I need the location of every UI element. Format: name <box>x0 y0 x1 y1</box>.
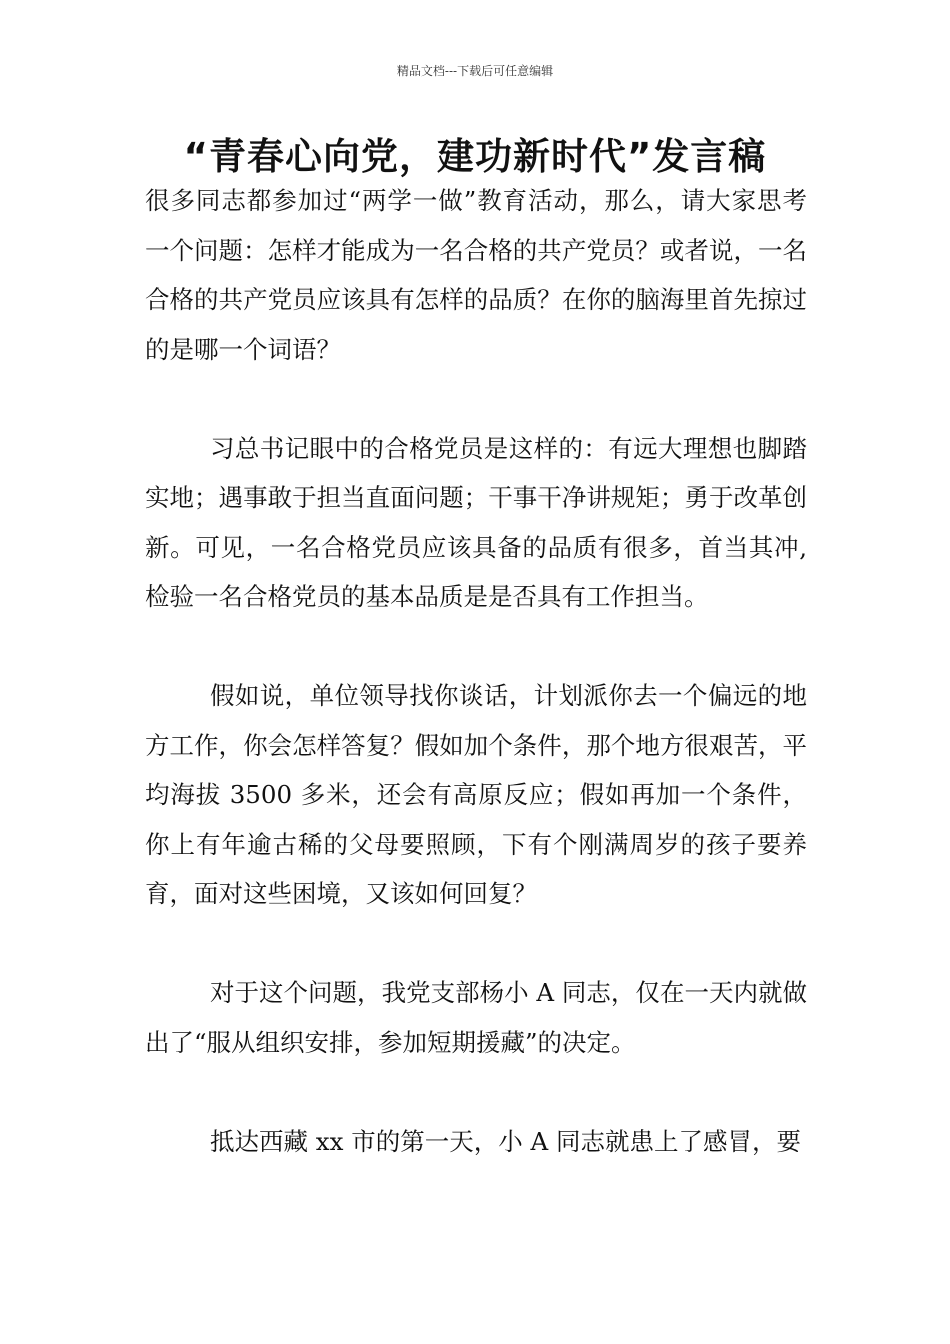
paragraph-1: 很多同志都参加过“两学一做”教育活动，那么，请大家思考一个问题：怎样才能成为一名合格的共产党员？或者说，一名合格的共产党员应该具有怎样的品质？在你的脑海里首先掠过的是哪一个词语？ <box>145 186 807 364</box>
header-note: 精品文档---下载后可任意编辑 <box>396 64 554 78</box>
paragraph-2: 习总书记眼中的合格党员是这样的：有远大理想也脚踏实地；遇事敢于担当直面问题；干事干净讲规矩；勇于改革创新。可见，一名合格党员应该具备的品质有很多，首当其冲,检验一名合格党员的基本品质是是否具有工作担当。 <box>145 433 807 611</box>
paragraph-3: 假如说，单位领导找你谈话，计划派你去一个偏远的地方工作，你会怎样答复？假如加个条件，那个地方很艰苦，平均海拔 3500 多米，还会有高原反应；假如再加一个条件，你上有年逾古稀的父母要照顾，下有个刚满周岁的孩子要养育，面对这些困境，又该如何回复？ <box>145 681 807 908</box>
paragraph-4: 对于这个问题，我党支部杨小 A 同志，仅在一天内就做出了“服从组织安排，参加短期援藏”的决定。 <box>145 978 807 1057</box>
paragraph-5: 抵达西藏 xx 市的第一天，小 A 同志就患上了感冒，要 <box>210 1126 801 1156</box>
document-body <box>145 176 807 1166</box>
document-title: “青春心向党，建功新时代”发言稿 <box>183 135 767 178</box>
